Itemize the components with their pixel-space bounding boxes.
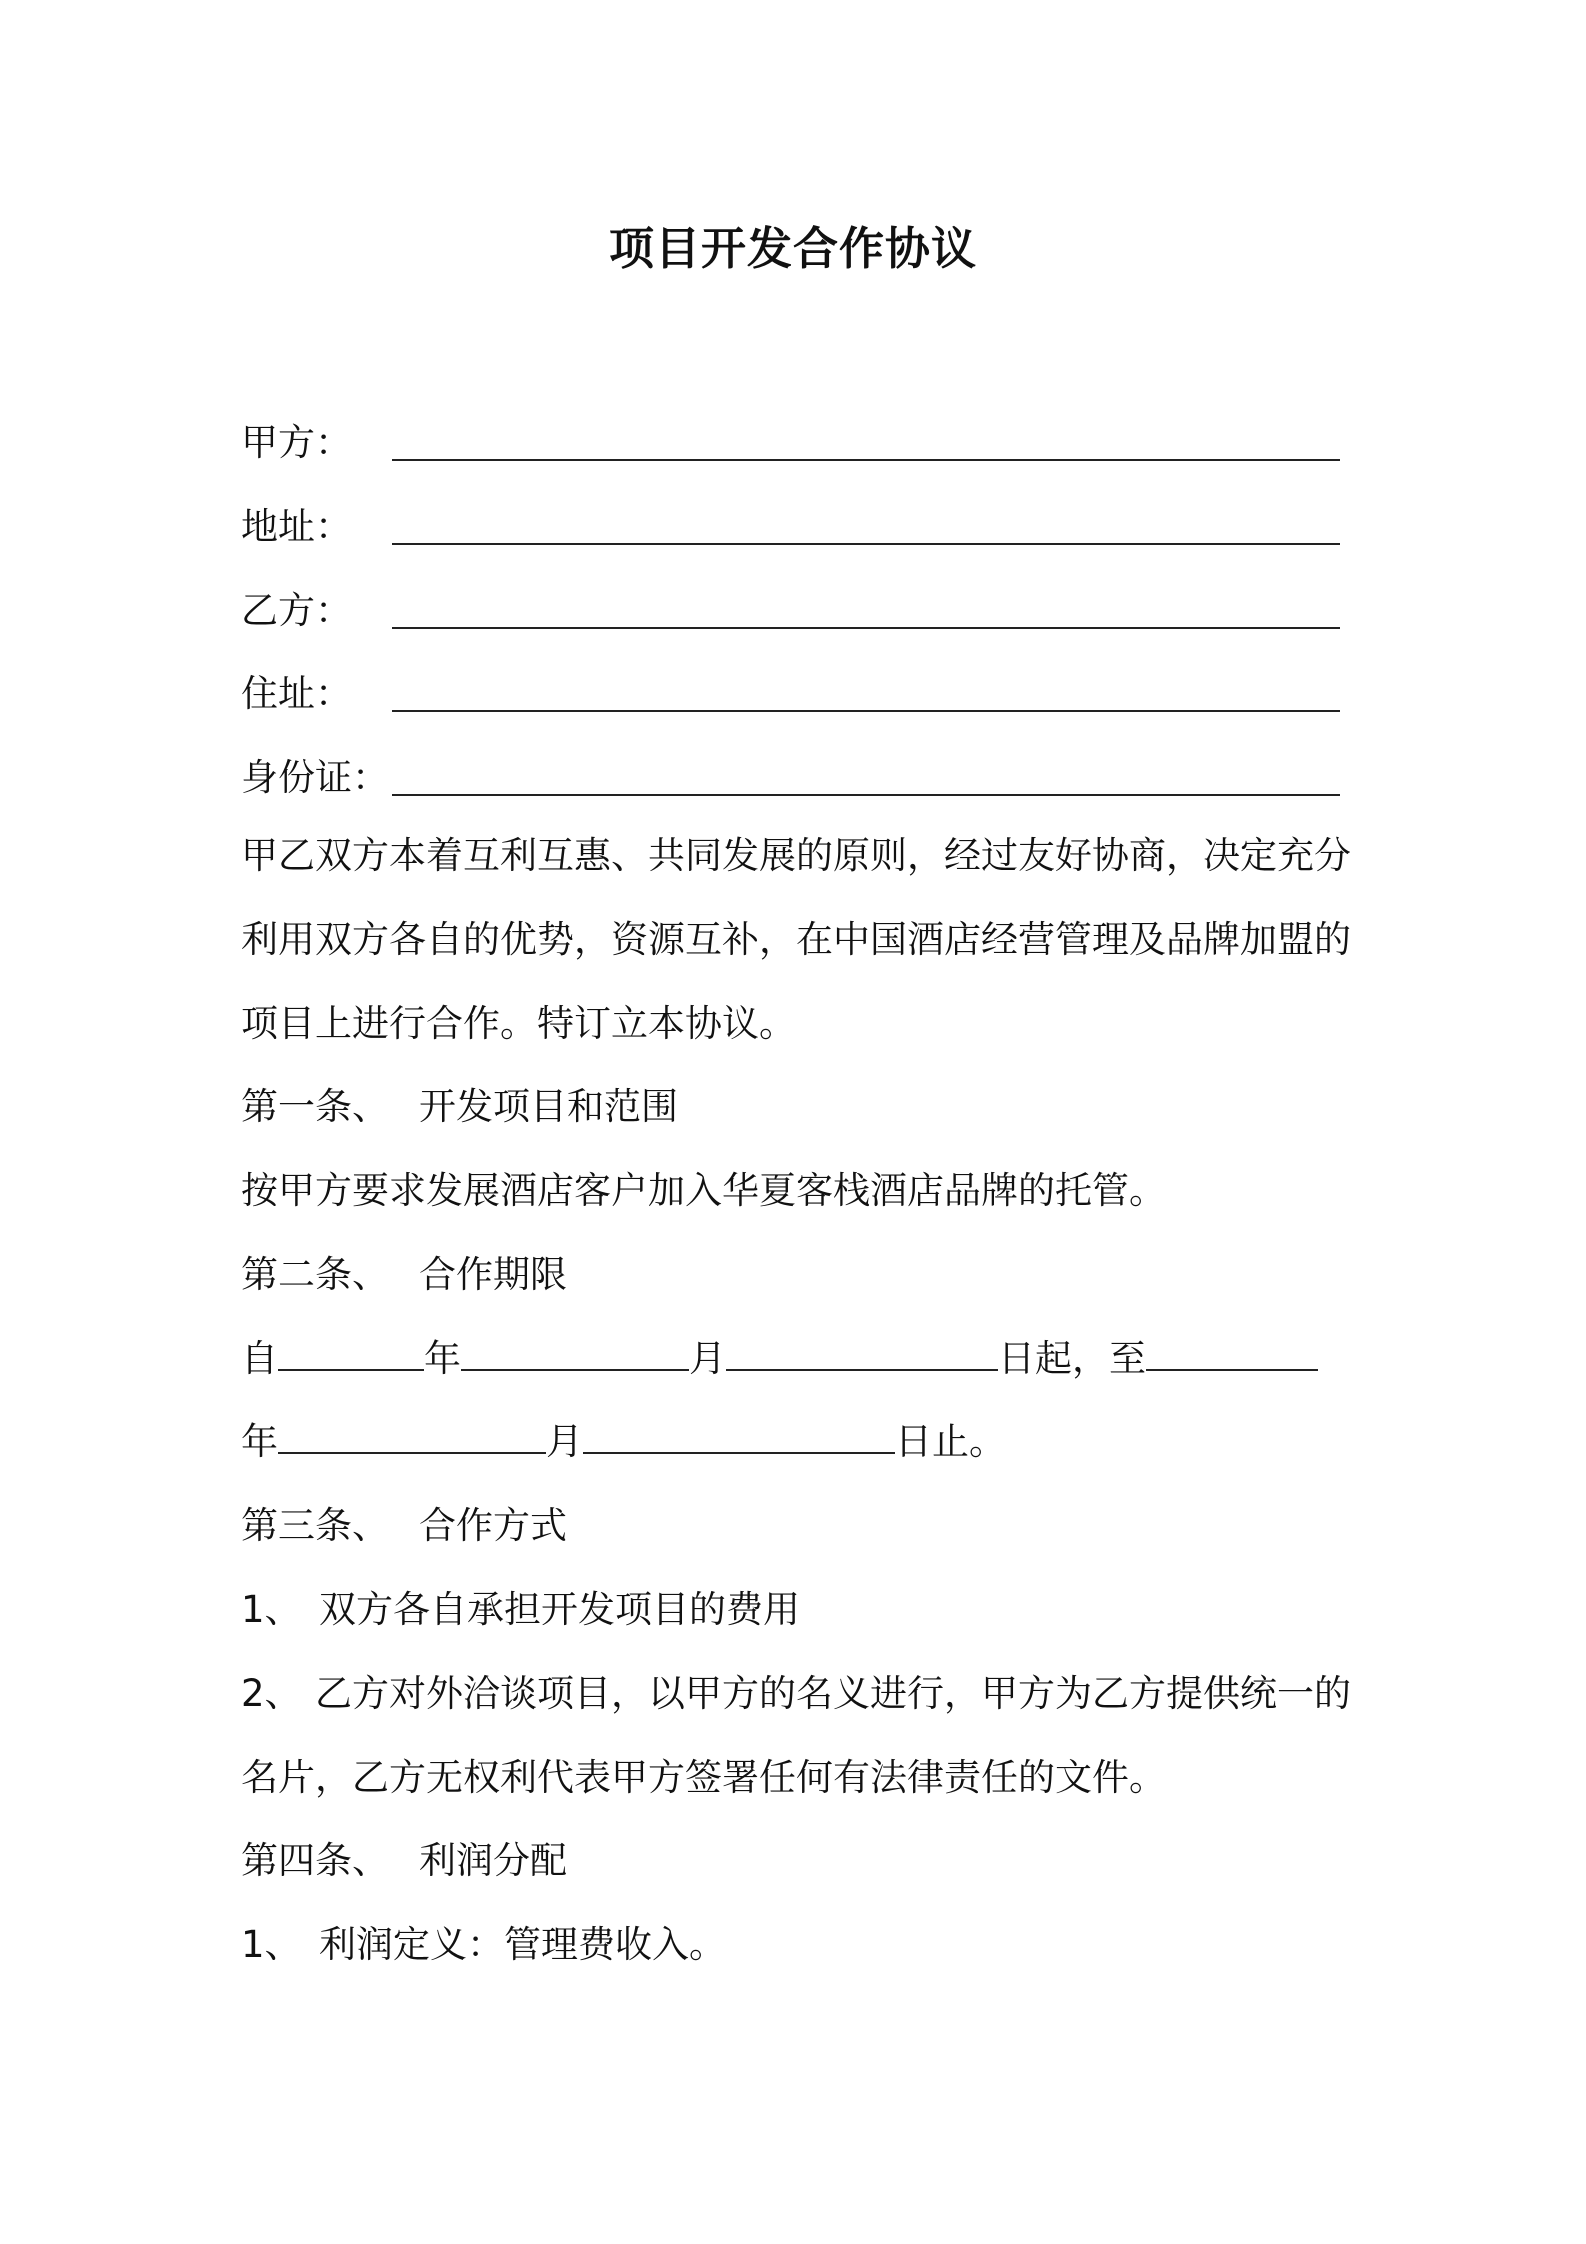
article-4-number: 第四条、 — [241, 1839, 389, 1882]
party-b-label: 乙方： — [241, 589, 352, 632]
article-4-title: 利润分配 — [419, 1839, 567, 1882]
article-1-title: 开发项目和范围 — [419, 1085, 678, 1128]
article-3-item-1-text: 双方各自承担开发项目的费用 — [319, 1588, 800, 1631]
article-4-heading — [241, 1835, 567, 1887]
term-from-label: 自 — [241, 1337, 278, 1380]
term-line-2 — [241, 1416, 1006, 1468]
id-card-blank[interactable] — [392, 794, 1340, 796]
end-year-blank[interactable] — [1146, 1339, 1318, 1371]
term-year-label: 年 — [424, 1337, 461, 1380]
party-a-label: 甲方： — [241, 421, 352, 464]
term-end-month-label: 月 — [546, 1420, 583, 1463]
preamble-line-2: 利用双方各自的优势，资源互补，在中国酒店经营管理及品牌加盟的 — [241, 918, 1351, 961]
start-year-blank[interactable] — [278, 1339, 424, 1371]
article-2-heading — [241, 1249, 567, 1301]
article-2-title: 合作期限 — [419, 1253, 567, 1296]
residence-blank[interactable] — [392, 710, 1340, 712]
address-blank[interactable] — [392, 543, 1340, 545]
article-3-item-2-number: 2、 — [241, 1672, 302, 1715]
address-label: 地址： — [241, 505, 352, 548]
article-3-heading — [241, 1500, 567, 1552]
article-1-heading — [241, 1081, 678, 1133]
article-1-body: 按甲方要求发展酒店客户加入华夏客栈酒店品牌的托管。 — [241, 1169, 1166, 1212]
party-a-blank[interactable] — [392, 459, 1340, 461]
article-1-number: 第一条、 — [241, 1085, 389, 1128]
term-day-from-label: 日起，至 — [998, 1337, 1146, 1380]
preamble-line-1: 甲乙双方本着互利互惠、共同发展的原则，经过友好协商，决定充分 — [241, 834, 1351, 877]
term-end-year-label: 年 — [241, 1420, 278, 1463]
term-day-to-label: 日止。 — [895, 1420, 1006, 1463]
article-3-item-2 — [241, 1668, 1351, 1720]
party-b-blank[interactable] — [392, 627, 1340, 629]
start-day-blank[interactable] — [726, 1339, 998, 1371]
start-month-blank[interactable] — [461, 1339, 689, 1371]
article-3-item-2-text: 乙方对外洽谈项目，以甲方的名义进行，甲方为乙方提供统一的 — [315, 1672, 1351, 1715]
end-month-blank[interactable] — [278, 1422, 546, 1454]
preamble-line-3: 项目上进行合作。特订立本协议。 — [241, 1002, 796, 1045]
term-line-1 — [241, 1333, 1318, 1385]
term-month-label: 月 — [689, 1337, 726, 1380]
article-3-number: 第三条、 — [241, 1504, 389, 1547]
article-2-number: 第二条、 — [241, 1253, 389, 1296]
article-3-item-1 — [241, 1584, 800, 1636]
article-3-title: 合作方式 — [419, 1504, 567, 1547]
residence-label: 住址： — [241, 672, 352, 715]
article-4-item-1-number: 1、 — [241, 1923, 302, 1966]
article-4-item-1 — [241, 1919, 726, 1971]
article-4-item-1-text: 利润定义：管理费收入。 — [319, 1923, 726, 1966]
article-3-item-1-number: 1、 — [241, 1588, 302, 1631]
id-card-label: 身份证： — [241, 756, 389, 799]
article-3-item-2-continued: 名片，乙方无权利代表甲方签署任何有法律责任的文件。 — [241, 1756, 1166, 1799]
end-day-blank[interactable] — [583, 1422, 895, 1454]
document-title: 项目开发合作协议 — [608, 222, 977, 275]
